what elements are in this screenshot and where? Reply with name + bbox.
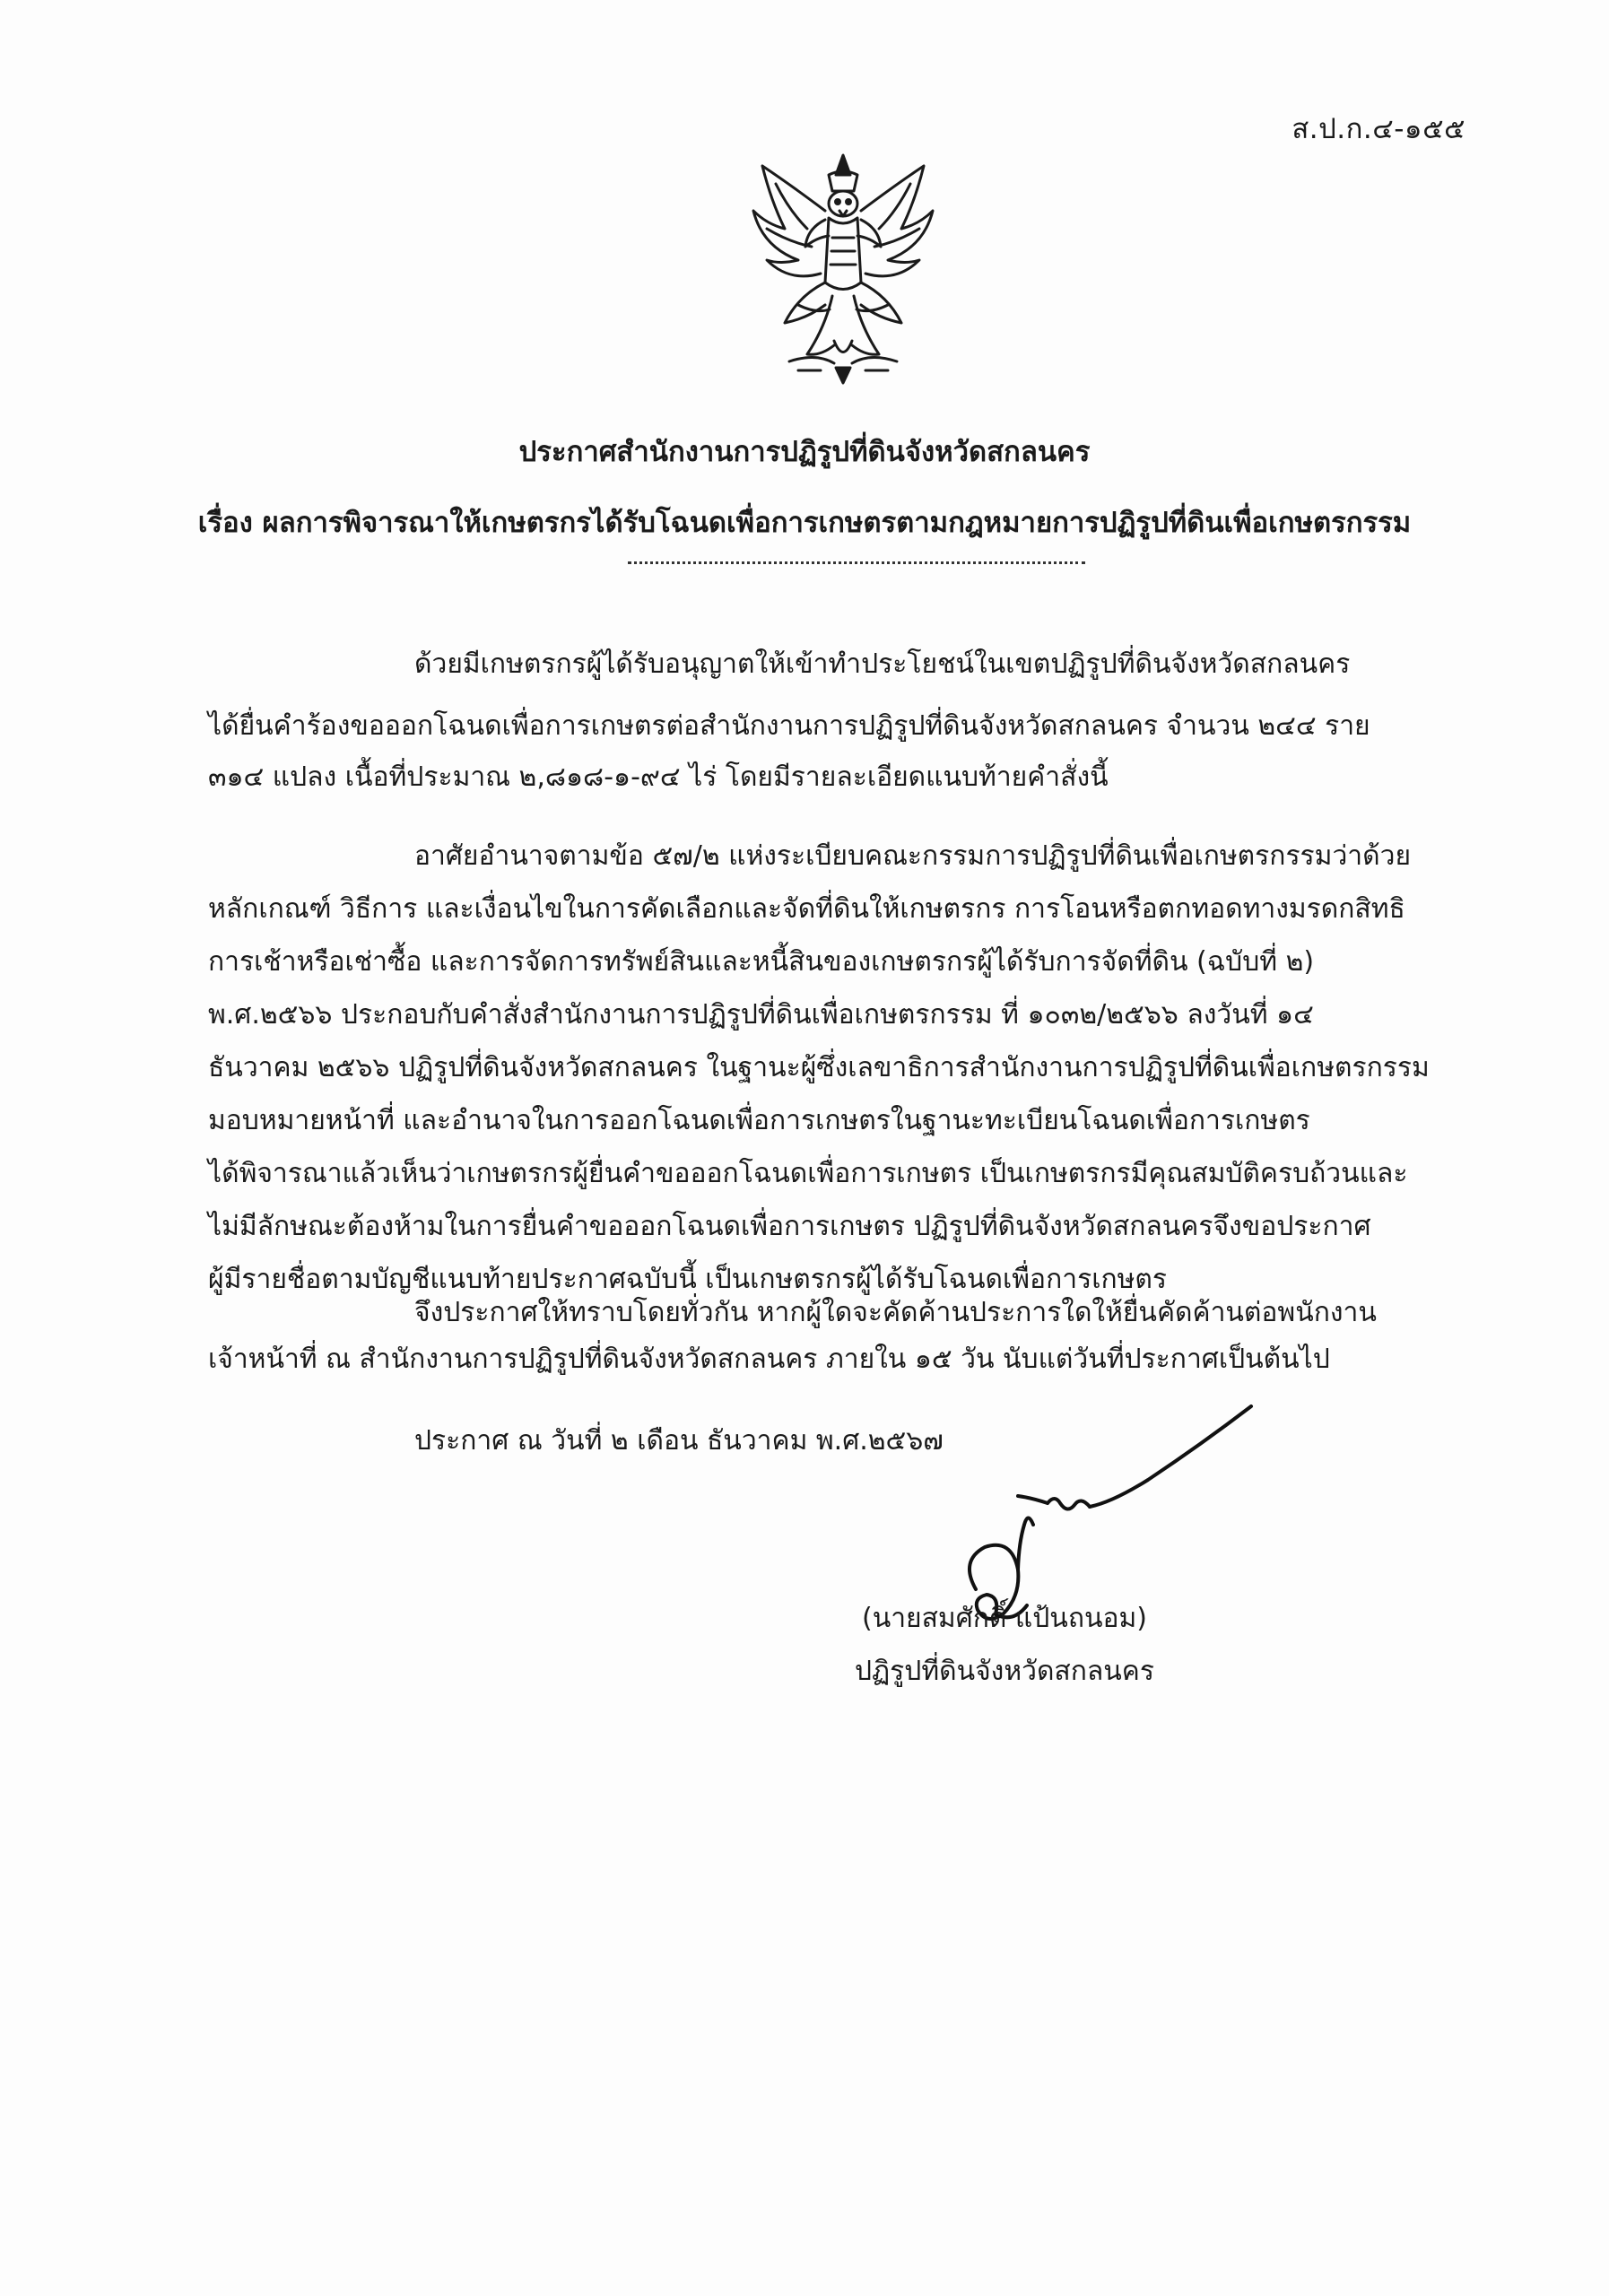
- signer-position: ปฏิรูปที่ดินจังหวัดสกลนคร: [855, 1656, 1154, 1687]
- garuda-emblem-icon: [735, 148, 951, 390]
- paragraph-line: หลักเกณฑ์ วิธีการ และเงื่อนไขในการคัดเลือกและจัดที่ดินให้เกษตรกร การโอนหรือตกทอดทางมรดกสิทธิ: [208, 893, 1405, 925]
- paragraph-line: ธันวาคม ๒๕๖๖ ปฏิรูปที่ดินจังหวัดสกลนคร ในฐานะผู้ซึ่งเลขาธิการสำนักงานการปฏิรูปที่ดินเพื่อเกษตรกรรม: [208, 1052, 1430, 1083]
- paragraph-line: พ.ศ.๒๕๖๖ ประกอบกับคำสั่งสำนักงานการปฏิรูปที่ดินเพื่อเกษตรกรรม ที่ ๑๐๓๒/๒๕๖๖ ลงวันที่ ๑๔: [208, 999, 1314, 1031]
- handwritten-signature: [933, 1390, 1309, 1686]
- paragraph-line: มอบหมายหน้าที่ และอำนาจในการออกโฉนดเพื่อการเกษตรในฐานะทะเบียนโฉนดเพื่อการเกษตร: [208, 1105, 1310, 1136]
- paragraph-line: ผู้มีรายชื่อตามบัญชีแนบท้ายประกาศฉบับนี้ เป็นเกษตรกรผู้ได้รับโฉนดเพื่อการเกษตร: [208, 1264, 1167, 1295]
- paragraph-line: ได้พิจารณาแล้วเห็นว่าเกษตรกรผู้ยื่นคำขอออกโฉนดเพื่อการเกษตร เป็นเกษตรกรมีคุณสมบัติครบถ้วนและ: [208, 1158, 1408, 1189]
- paragraph-line: ได้ยื่นคำร้องขอออกโฉนดเพื่อการเกษตรต่อสำนักงานการปฏิรูปที่ดินจังหวัดสกลนคร จำนวน ๒๔๔ ราย: [208, 710, 1370, 742]
- document-number: ส.ป.ก.๔-๑๕๕: [1292, 113, 1465, 145]
- announcement-date: ประกาศ ณ วันที่ ๒ เดือน ธันวาคม พ.ศ.๒๕๖๗: [414, 1425, 944, 1457]
- paragraph-line: อาศัยอำนาจตามข้อ ๕๗/๒ แห่งระเบียบคณะกรรมการปฏิรูปที่ดินเพื่อเกษตรกรรมว่าด้วย: [414, 840, 1412, 872]
- dotted-divider: [628, 556, 1085, 564]
- signer-name: (นายสมศักดิ์ แป้นถนอม): [861, 1603, 1147, 1634]
- announcement-subject: เรื่อง ผลการพิจารณาให้เกษตรกรได้รับโฉนดเพื่อการเกษตรตามกฎหมายการปฏิรูปที่ดินเพื่อเกษตรกรรม: [197, 507, 1412, 539]
- paragraph-line: การเช้าหรือเช่าซื้อ และการจัดการทรัพย์สินและหนี้สินของเกษตรกรผู้ได้รับการจัดที่ดิน (ฉบับที่ ๒): [208, 946, 1315, 978]
- paragraph-line: ด้วยมีเกษตรกรผู้ได้รับอนุญาตให้เข้าทำประโยชน์ในเขตปฏิรูปที่ดินจังหวัดสกลนคร: [414, 648, 1351, 680]
- paragraph-line: ๓๑๔ แปลง เนื้อที่ประมาณ ๒,๘๑๘-๑-๙๔ ไร่ โดยมีรายละเอียดแนบท้ายคำสั่งนี้: [208, 761, 1109, 793]
- paragraph-line: เจ้าหน้าที่ ณ สำนักงานการปฏิรูปที่ดินจังหวัดสกลนคร ภายใน ๑๕ วัน นับแต่วันที่ประกาศเป็นต้นไป: [208, 1344, 1330, 1375]
- paragraph-line: ไม่มีลักษณะต้องห้ามในการยื่นคำขอออกโฉนดเพื่อการเกษตร ปฏิรูปที่ดินจังหวัดสกลนครจึงขอประกาศ: [208, 1211, 1371, 1242]
- paragraph-line: จึงประกาศให้ทราบโดยทั่วกัน หากผู้ใดจะคัดค้านประการใดให้ยื่นคัดค้านต่อพนักงาน: [414, 1297, 1377, 1328]
- announcement-title: ประกาศสำนักงานการปฏิรูปที่ดินจังหวัดสกลนคร: [518, 436, 1091, 468]
